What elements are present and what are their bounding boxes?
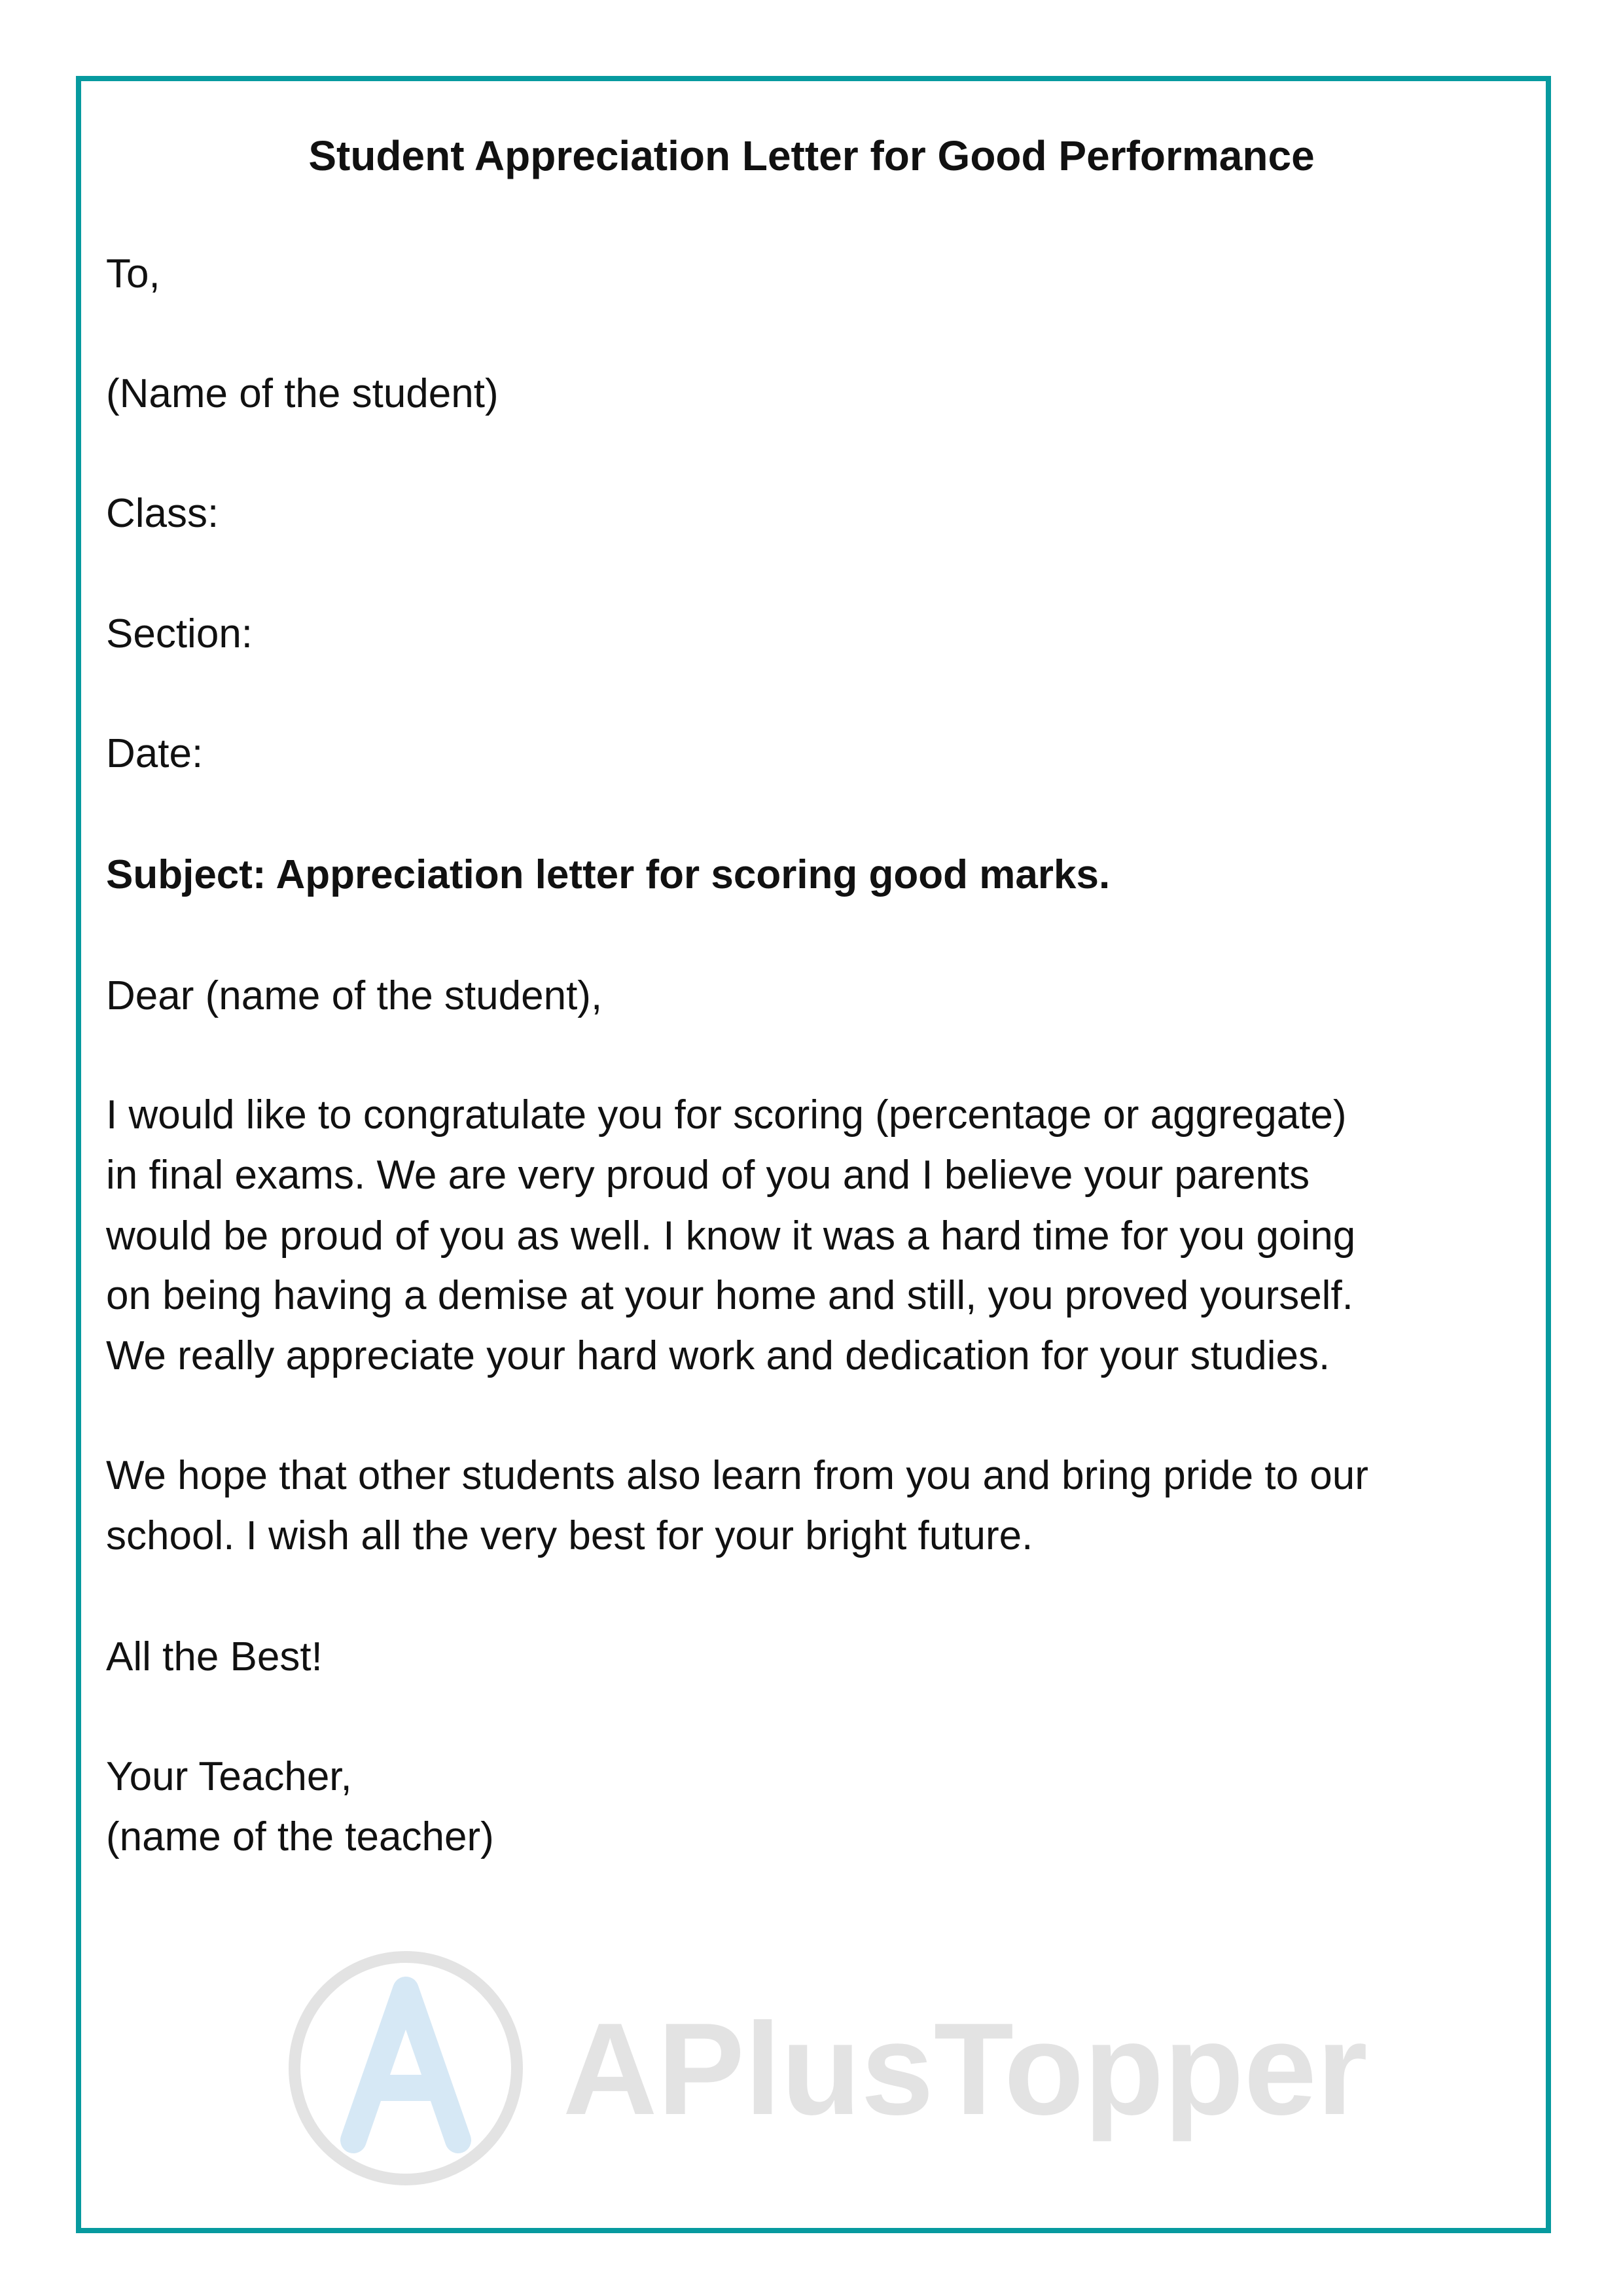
section-field: Section: — [106, 611, 253, 656]
teacher-name: (name of the teacher) — [106, 1814, 494, 1859]
student-name: (Name of the student) — [106, 371, 499, 416]
paragraph1-line: We really appreciate your hard work and dedication for your studies. — [106, 1333, 1330, 1378]
paragraph2-line: We hope that other students also learn from you and bring pride to our — [106, 1453, 1368, 1498]
watermark-text: APlusTopper — [563, 1996, 1368, 2142]
signoff: Your Teacher, — [106, 1754, 352, 1799]
paragraph2-line: school. I wish all the very best for your bright future. — [106, 1513, 1033, 1558]
paragraph1-line: I would like to congratulate you for scoring (percentage or aggregate) — [106, 1092, 1347, 1138]
class-field: Class: — [106, 491, 219, 536]
paragraph1-line: on being having a demise at your home and still, you proved yourself. — [106, 1273, 1353, 1318]
date-field: Date: — [106, 731, 204, 776]
closing: All the Best! — [106, 1634, 323, 1679]
salutation: Dear (name of the student), — [106, 973, 603, 1018]
paragraph1-line: in final exams. We are very proud of you and I believe your parents — [106, 1153, 1310, 1198]
paragraph1-line: would be proud of you as well. I know it was a hard time for you going — [106, 1213, 1356, 1259]
to-line: To, — [106, 251, 160, 296]
letter-title: Student Appreciation Letter for Good Performance — [308, 132, 1315, 179]
subject-line: Subject: Appreciation letter for scoring good marks. — [106, 852, 1111, 897]
